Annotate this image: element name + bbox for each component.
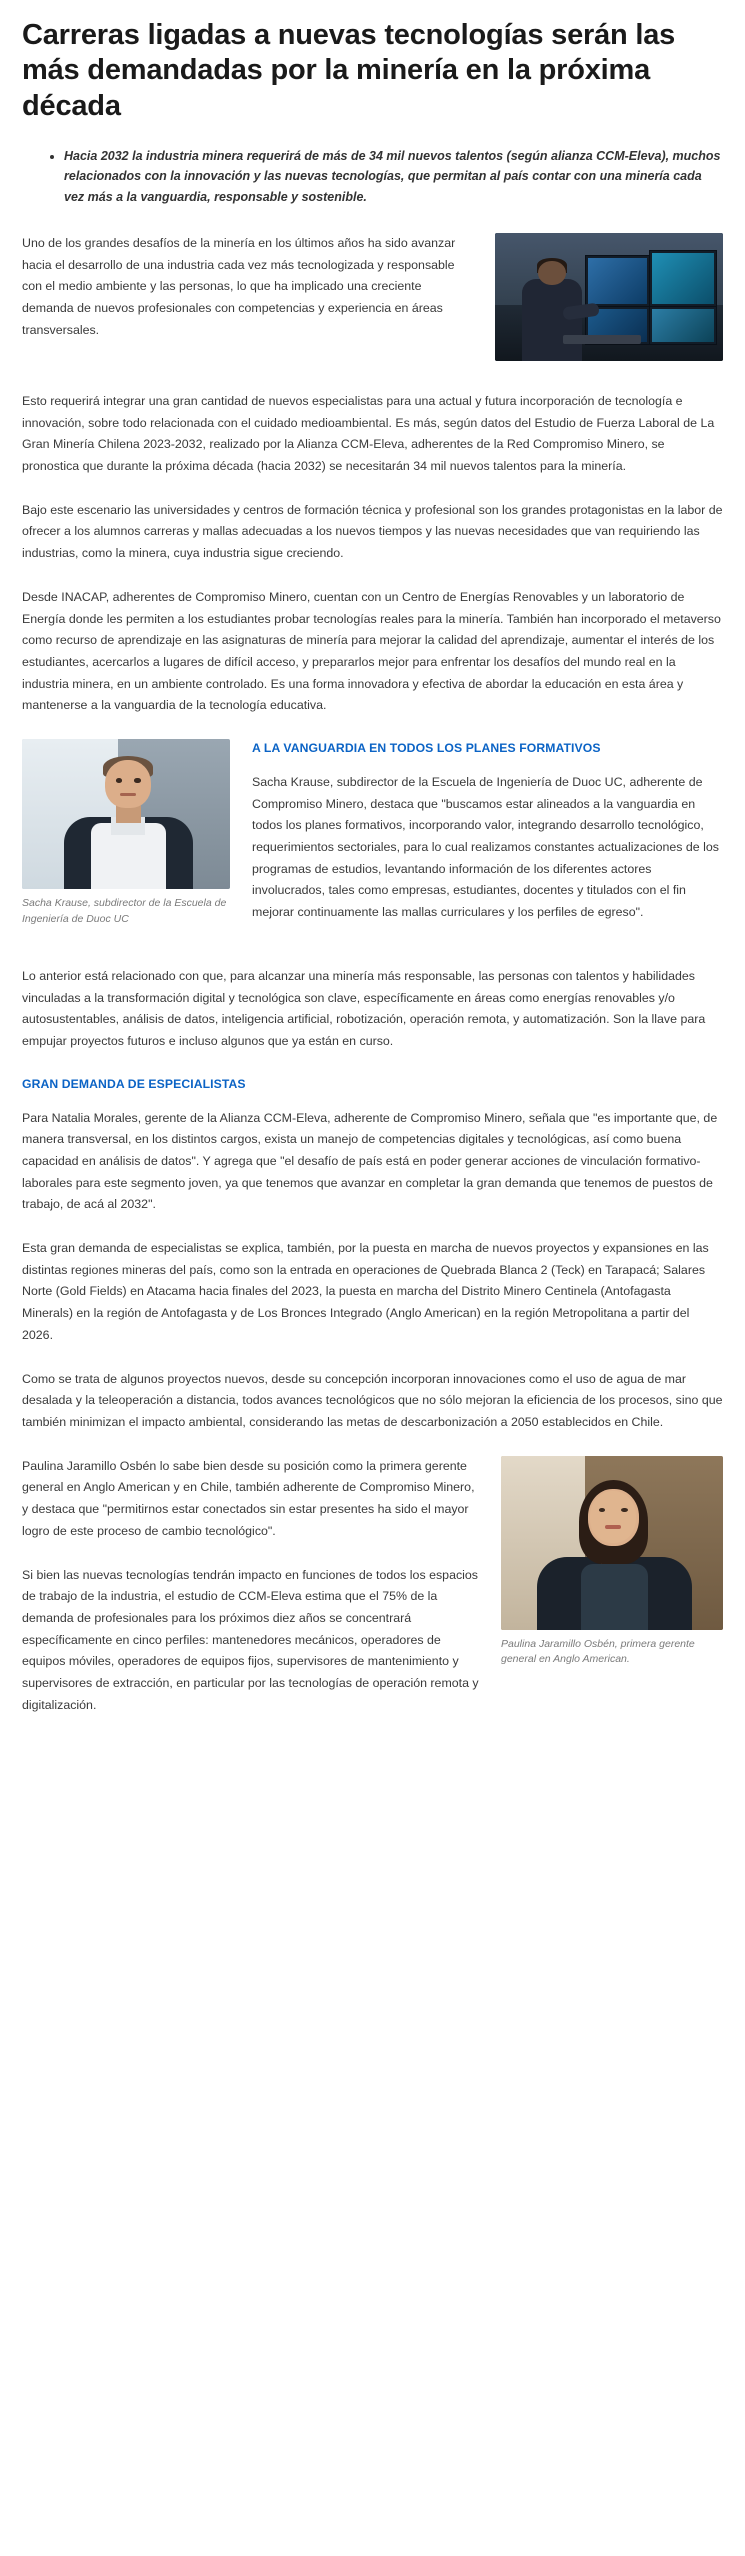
paragraph-2: Esto requerirá integrar una gran cantidad de nuevos especialistas para una actual y futura incorporación de tecnología e innovación, sobre todo relacionada con el cuidado medioambiental. Es más, según datos del Estudio de Fuerza Laboral de La Gran Minería Chilena 2023-2032, realizado por la Alianza CCM-Eleva, adherentes de la Red Compromiso Minero, se pronostica que durante la próxima década (hacia 2032) se necesitarán 34 mil nuevos talentos para la minería. [22, 393, 715, 473]
paragraph-11: Si bien las nuevas tecnologías tendrán impacto en funciones de todos los espacios de trabajo de la industria, el estudio de CCM-Eleva estima que el 75% de la demanda de profesionales para los próximos diez años se concentrará específicamente en cinco perfiles: mantenedores mecánicos, operadores de equipos móviles, operadores de equipos fijos, supervisores de mantenimiento y supervisores de extracción, en particular por las tecnologías de operación remota y digitalización. [22, 1567, 479, 1712]
paragraph-4: Desde INACAP, adherentes de Compromiso Minero, cuentan con un Centro de Energías Renovables y un laboratorio de Energía donde les permiten a los estudiantes probar tecnologías reales para la minería. También han incorporado el metaverso como recurso de aprendizaje en las asignaturas de minería para mejorar la calidad del aprendizaje, aumentar el interés de los estudiantes, acercarlos a lugares de difícil acceso, y prepararlos mejor para enfrentar los desafíos del mundo real en la industria minera, en un ambiente controlado. Es una forma innovadora y efectiva de abordar la educación en esta área y mantenerse a la vanguardia de la tecnología educativa. [22, 589, 721, 713]
intro-block [22, 233, 723, 371]
paragraph-5: Sacha Krause, subdirector de la Escuela de Ingeniería de Duoc UC, adherente de Compromiso Minero, destaca que "buscamos estar alineados a la vanguardia en todos los planes formativos, incorporando valor, integrando desarrollo tecnológico, requerimientos sectoriales, para lo cual realizamos constantes actualizaciones de los programas de estudios, levantando información de los diferentes actores involucrados, tales como empresas, estudiantes, docentes y titulados con el fin mejorar continuamente las mallas curriculares y los perfiles de egreso". [252, 774, 719, 920]
paragraph-3: Bajo este escenario las universidades y centros de formación técnica y profesional son los grandes protagonistas en la labor de ofrecer a los alumnos carreras y mallas adecuadas a los nuevos tiempos y las nuevas necesidades que van requiriendo las industrias, como la minera, cuya industria sigue creciendo. [22, 502, 723, 561]
krause-figure [22, 739, 230, 928]
jaramillo-caption: Paulina Jaramillo Osbén, primera gerente general en Anglo American. [501, 1637, 695, 1666]
paragraph-9: Como se trata de algunos proyectos nuevos, desde su concepción incorporan innovaciones como el uso de agua de mar desalada y la teleoperación a distancia, todos avances tecnológicos que no sólo mejoran la eficiencia de los procesos, sino que también minimizan el impacto ambiental, considerando las metas de descarbonización a 2050 establecidos en Chile. [22, 1371, 723, 1429]
lead-bullet-item: • Hacia 2032 la industria minera requerirá de más de 34 mil nuevos talentos (según alianza CCM-Eleva), muchos relacionados con la innovación y las nuevas tecnologías, que permitan al país contar con una minería cada vez más a la vanguardia, responsable y sostenible. [64, 146, 723, 207]
section-heading-demanda: GRAN DEMANDA DE ESPECIALISTAS [22, 1076, 246, 1091]
paragraph-7: Para Natalia Morales, gerente de la Alianza CCM-Eleva, adherente de Compromiso Minero, señala que "es importante que, de manera transversal, en los distintos cargos, exista un manejo de competencias digitales y tecnológicas, así como buena capacidad en análisis de datos". Y agrega que "el desafío de país está en poder generar acciones de vinculación formativo-laborales para este segmento joven, ya que tenemos que avanzar en completar la gran demanda que tenemos de puestos de trabajo, de acá al 2032". [22, 1110, 718, 1212]
paragraph-10: Paulina Jaramillo Osbén lo sabe bien desde su posición como la primera gerente general en Anglo American y en Chile, también adherente de Compromiso Minero, y destaca que "permitirnos estar conectados sin estar presentes ha sido el mayor logro de este proceso de cambio tecnológico". [22, 1458, 475, 1538]
krause-caption: Sacha Krause, subdirector de la Escuela de Ingeniería de Duoc UC [22, 897, 227, 925]
krause-block [22, 739, 723, 946]
control-room-image [495, 233, 723, 361]
krause-portrait-image [22, 739, 230, 889]
control-room-figure [495, 233, 723, 361]
paragraph-8: Esta gran demanda de especialistas se explica, también, por la puesta en marcha de nuevos proyectos y expansiones en las distintas regiones mineras del país, como son la entrada en operaciones de Quebrada Blanca 2 (Teck) en Tarapacá; Salares Norte (Gold Fields) en Atacama hacia finales del 2023, la puesta en marcha del Distrito Minero Centinela (Antofagasta Minerals) en la región de Antofagasta y de Los Bronces Integrado (Anglo American) en la región Metropolitana a partir del 2026. [22, 1241, 709, 1342]
lead-bullet-list [22, 146, 723, 207]
jaramillo-figure [501, 1456, 723, 1669]
page-title: Carreras ligadas a nuevas tecnologías serán las más demandadas por la minería en la próxima década [22, 19, 676, 122]
paragraph-6: Lo anterior está relacionado con que, para alcanzar una minería más responsable, las personas con talentos y habilidades vinculadas a la transformación digital y tecnológica son clave, específicamente en áreas como energías renovables y/o autosustentables, análisis de datos, inteligencia artificial, robotización, operación remota, y automatización. Son la llave para empujar proyectos futuros e incluso algunos que ya están en curso. [22, 968, 706, 1048]
jaramillo-portrait-image [501, 1456, 723, 1630]
section-heading-vanguardia: A LA VANGUARDIA EN TODOS LOS PLANES FORMATIVOS [252, 741, 601, 756]
jaramillo-block [22, 1456, 723, 1739]
paragraph-1: Uno de los grandes desafíos de la minería en los últimos años ha sido avanzar hacia el desarrollo de una industria cada vez más tecnologizada y responsable con el medio ambiente y las personas, lo que ha implicado una creciente demanda de nuevos profesionales con competencias y experiencia en áreas transversales. [22, 235, 456, 337]
